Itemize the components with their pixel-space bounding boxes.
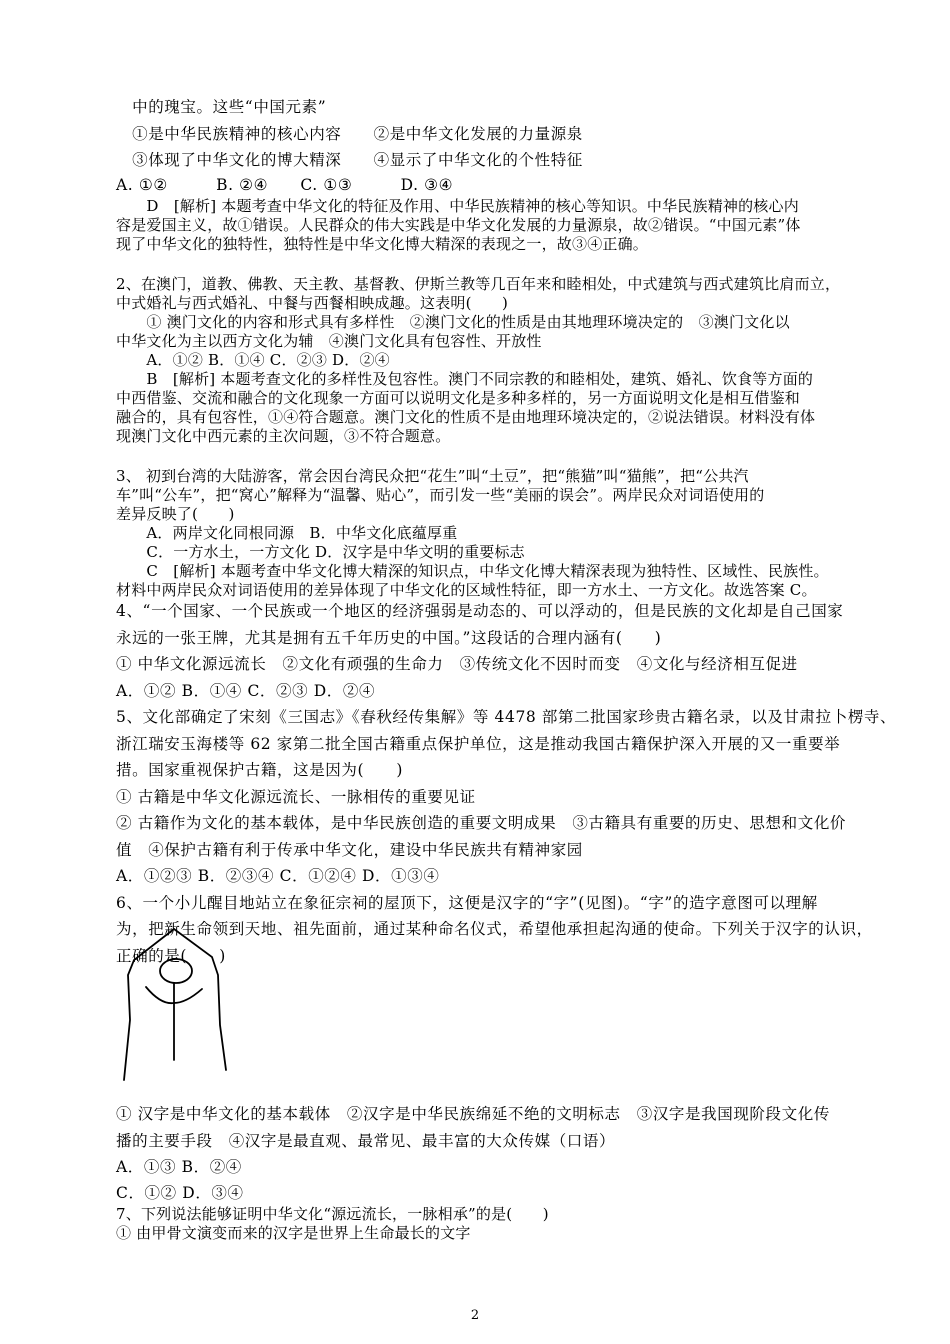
page-number: 2: [470, 1308, 480, 1323]
text-line: C．①② D．③④: [116, 1184, 244, 1202]
text-line: ①是中华民族精神的核心内容 ②是中华文化发展的力量源泉: [116, 125, 583, 143]
zi-character-figure: [116, 925, 231, 1085]
text-line: 2、在澳门，道教、佛教、天主教、基督教、伊斯兰教等几百年来和睦相处，中式建筑与西式建筑比肩而立，: [116, 275, 841, 293]
text-line: 材料中两岸民众对词语使用的差异体现了中华文化的区域性特征，即一方水土、一方文化。故选答案 C。: [116, 581, 817, 599]
text-line: 中的瑰宝。这些“中国元素”: [116, 98, 327, 116]
text-line: ① 由甲骨文演变而来的汉字是世界上生命最长的文字: [116, 1224, 471, 1242]
text-line: C．一方水土，一方文化 D．汉字是中华文明的重要标志: [116, 543, 525, 561]
text-line: 5、文化部确定了宋刻《三国志》《春秋经传集解》等 4478 部第二批国家珍贵古籍名录，以及甘肃拉卜楞寺、: [116, 708, 897, 726]
text-line: A. ①② B. ②④ C. ①③ D. ③④: [116, 176, 454, 194]
text-line: 为，把新生命领到天地、祖先面前，通过某种命名仪式，希望他承担起沟通的使命。下列关于汉字的认识，: [116, 920, 873, 938]
text-line: 6、一个小儿醒目地站立在象征宗祠的屋顶下，这便是汉字的“字”(见图)。“字”的造字意图可以理解: [116, 894, 818, 912]
text-line: 融合的，具有包容性，①④符合题意。澳门文化的性质不是由地理环境决定的，②说法错误。材料没有体: [116, 408, 816, 426]
text-line: 车”叫“公车”，把“窝心”解释为“温馨、贴心”，而引发一些“美丽的误会”。两岸民众对词语使用的: [116, 486, 765, 504]
text-line: A．①② B．①④ C．②③ D．②④: [116, 682, 376, 700]
text-line: 措。国家重视保护古籍，这是因为( ): [116, 761, 403, 779]
text-line: 现澳门文化中西元素的主次问题，③不符合题意。: [116, 427, 451, 445]
text-line: 差异反映了( ): [116, 505, 235, 523]
text-line: 3、 初到台湾的大陆游客，常会因台湾民众把“花生”叫“土豆”，把“熊猫”叫“猫熊”，把“公共汽: [116, 467, 749, 485]
text-line: B [解析] 本题考查文化的多样性及包容性。澳门不同宗教的和睦相处，建筑、婚礼、饮食等方面的: [116, 370, 814, 388]
text-line: 中西借鉴、交流和融合的文化现象一方面可以说明文化是多种多样的，另一方面说明文化是相互借鉴和: [116, 389, 801, 407]
text-line: C [解析] 本题考查中华文化博大精深的知识点，中华文化博大精深表现为独特性、区域性、民族性。: [116, 562, 829, 580]
text-line: D [解析] 本题考查中华文化的特征及作用、中华民族精神的核心等知识。中华民族精神的核心内: [116, 197, 799, 215]
text-line: 现了中华文化的独特性，独特性是中华文化博大精深的表现之一，故③④正确。: [116, 235, 649, 253]
text-line: 中式婚礼与西式婚礼、中餐与西餐相映成趣。这表明( ): [116, 294, 509, 312]
text-line: 正确的是( ): [116, 947, 226, 965]
text-line: ③体现了中华文化的博大精深 ④显示了中华文化的个性特征: [116, 151, 583, 169]
text-line: 值 ④保护古籍有利于传承中华文化，建设中华民族共有精神家园: [116, 841, 583, 859]
text-line: ① 汉字是中华文化的基本载体 ②汉字是中华民族绵延不绝的文明标志 ③汉字是我国现阶段文化传: [116, 1105, 830, 1123]
text-line: A．两岸文化同根同源 B．中华文化底蕴厚重: [116, 524, 458, 542]
text-line: 浙江瑞安玉海楼等 62 家第二批全国古籍重点保护单位，这是推动我国古籍保护深入开展的又一重要举: [116, 735, 841, 753]
text-line: 播的主要手段 ④汉字是最直观、最常见、最丰富的大众传媒（口语）: [116, 1132, 616, 1150]
text-line: A．①② B．①④ C．②③ D．②④: [116, 351, 390, 369]
text-line: 永远的一张王牌，尤其是拥有五千年历史的中国。”这段话的合理内涵有( ): [116, 629, 662, 647]
text-line: 容是爱国主义，故①错误。人民群众的伟大实践是中华文化发展的力量源泉，故②错误。“中国元素”体: [116, 216, 801, 234]
text-line: 7、下列说法能够证明中华文化“源远流长，一脉相承”的是( ): [116, 1205, 549, 1223]
text-line: A．①③ B．②④: [116, 1158, 242, 1176]
text-line: 4、“一个国家、一个民族或一个地区的经济强弱是动态的、可以浮动的，但是民族的文化却是自己国家: [116, 602, 844, 620]
text-line: ① 古籍是中华文化源远流长、一脉相传的重要见证: [116, 788, 476, 806]
text-line: ① 澳门文化的内容和形式具有多样性 ②澳门文化的性质是由其地理环境决定的 ③澳门文化以: [116, 313, 790, 331]
text-line: ① 中华文化源远流长 ②文化有顽强的生命力 ③传统文化不因时而变 ④文化与经济相互促进: [116, 655, 798, 673]
text-line: 中华文化为主以西方文化为辅 ④澳门文化具有包容性、开放性: [116, 332, 542, 350]
text-line: A．①②③ B．②③④ C．①②④ D．①③④: [116, 867, 440, 885]
text-line: ② 古籍作为文化的基本载体，是中华民族创造的重要文明成果 ③古籍具有重要的历史、思想和文化价: [116, 814, 847, 832]
